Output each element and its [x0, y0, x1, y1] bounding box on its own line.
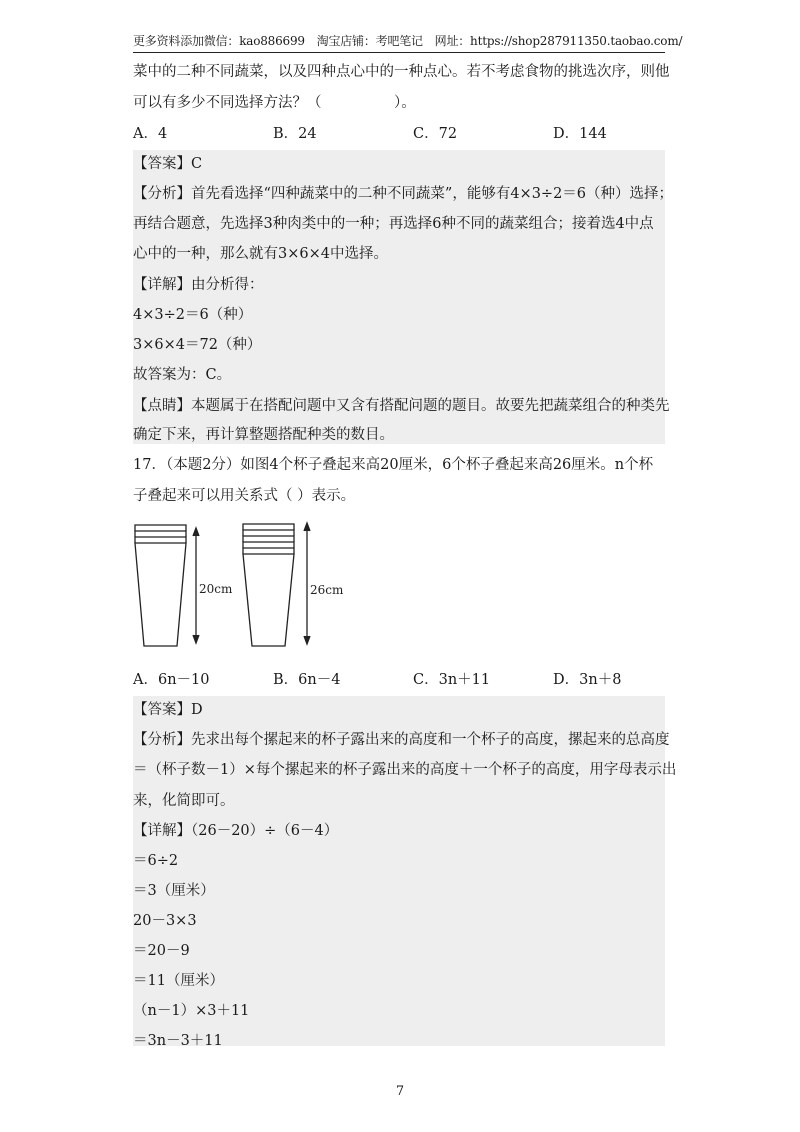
a17-answer: 【答案】D	[133, 702, 203, 718]
a17-line: ＝11（厘米）	[133, 973, 224, 989]
a17-line: （n－1）×3＋11	[133, 1003, 250, 1019]
q16-option-b: B．24	[273, 126, 317, 142]
a16-step2: 3×6×4＝72（种）	[133, 337, 262, 353]
a17-line: ＝6÷2	[133, 853, 179, 869]
a17-detail: 【详解】（26－20）÷（6－4）	[133, 823, 339, 839]
q16-option-d: D．144	[553, 126, 607, 142]
cups-figure	[133, 518, 353, 654]
a17-analysis-line3: 来，化简即可。	[133, 793, 235, 809]
a16-answer: 【答案】C	[133, 156, 203, 172]
label-26cm: 26cm	[310, 583, 344, 597]
a16-step1: 4×3÷2＝6（种）	[133, 307, 253, 323]
a16-detail: 【详解】由分析得：	[133, 277, 264, 293]
a16-comment-line2: 确定下来，再计算整题搭配种类的数目。	[133, 427, 394, 443]
q17-option-c: C．3n＋11	[413, 672, 491, 688]
a17-line: 20－3×3	[133, 913, 197, 929]
a17-analysis-line1: 【分析】先求出每个摞起来的杯子露出来的高度和一个杯子的高度，摞起来的总高度	[133, 732, 670, 748]
a17-line: ＝3n－3＋11	[133, 1033, 223, 1049]
a17-line: ＝3（厘米）	[133, 883, 215, 899]
page-header: 更多资料添加微信：kao886699 淘宝店铺：考吧笔记 网址：https://shop287911350.taobao.com/	[133, 32, 665, 53]
a16-analysis-line3: 心中的一种，那么就有3×6×4中选择。	[133, 246, 388, 262]
q17-option-b: B．6n－4	[273, 672, 341, 688]
q17-option-d: D．3n＋8	[553, 672, 622, 688]
q17-stem-line2: 子叠起来可以用关系式（ ）表示。	[133, 488, 356, 504]
q16-stem-line2: 可以有多少不同选择方法？（ ）。	[133, 95, 416, 111]
cup-stack-6	[243, 524, 294, 646]
q17-stem-line1: 17．（本题2分）如图4个杯子叠起来高20厘米，6个杯子叠起来高26厘米。n个杯	[133, 457, 654, 473]
a17-analysis-line2: ＝（杯子数－1）×每个摞起来的杯子露出来的高度＋一个杯子的高度，用字母表示出	[133, 762, 677, 778]
q16-stem-line1: 菜中的二种不同蔬菜，以及四种点心中的一种点心。若不考虑食物的挑选次序，则他	[133, 64, 670, 80]
page-number: 7	[395, 1084, 405, 1099]
a17-line: ＝20－9	[133, 943, 190, 959]
a16-analysis-line1: 【分析】首先看选择“四种蔬菜中的二种不同蔬菜”，能够有4×3÷2＝6（种）选择；	[133, 186, 674, 202]
a16-conclusion: 故答案为：C。	[133, 367, 232, 383]
cup-stack-4	[135, 525, 186, 646]
a16-analysis-line2: 再结合题意，先选择3种肉类中的一种；再选择6种不同的蔬菜组合；接着选4中点	[133, 216, 654, 232]
q16-option-a: A．4	[133, 126, 168, 142]
q16-option-c: C．72	[413, 126, 458, 142]
a16-comment-line1: 【点睛】本题属于在搭配问题中又含有搭配问题的题目。故要先把蔬菜组合的种类先	[133, 398, 670, 414]
q17-option-a: A．6n－10	[133, 672, 210, 688]
label-20cm: 20cm	[199, 582, 233, 596]
